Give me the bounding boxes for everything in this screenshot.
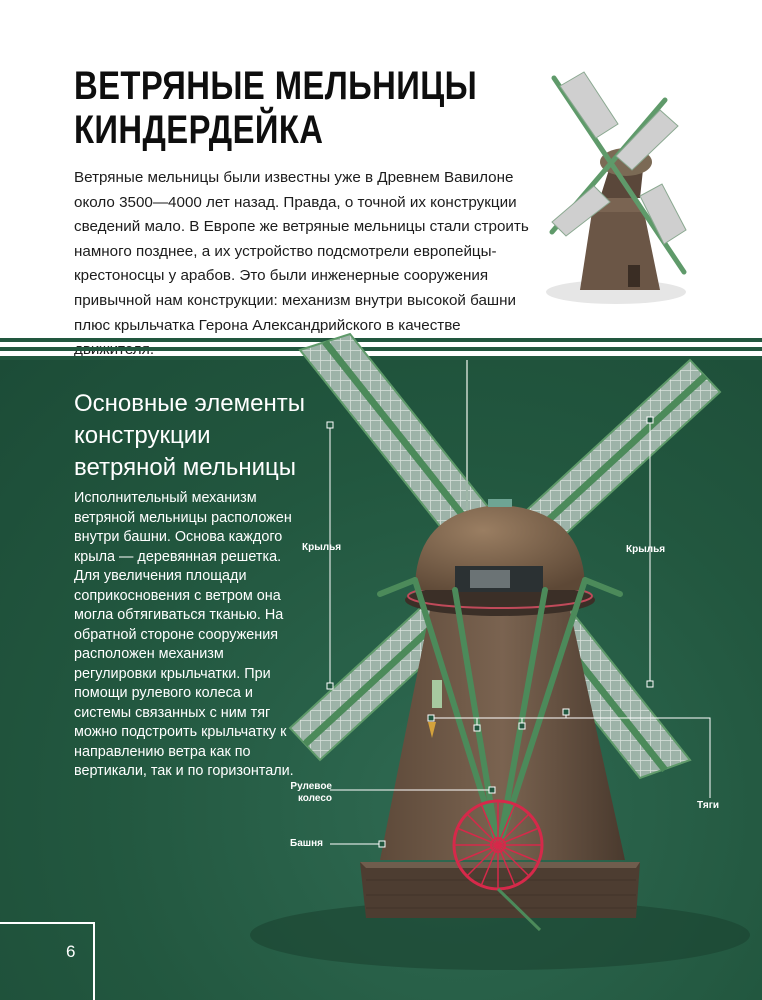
section-heading [74, 388, 305, 484]
title-line-1: ВЕТРЯНЫЕ МЕЛЬНИЦЫ [74, 64, 478, 108]
page-number-frame [0, 922, 95, 1000]
label-steering-wheel-line-2: колесо [297, 793, 332, 804]
section-heading-line-3: ветряной мельницы [74, 454, 296, 481]
title-line-2: КИНДЕРДЕЙКА [74, 108, 324, 152]
section-heading-line-1: Основные элементы [74, 390, 305, 417]
label-wings-left: Крылья [302, 542, 342, 553]
section-heading-line-2: конструкции [74, 422, 211, 449]
page-number: 6 [66, 942, 76, 961]
label-steering-wheel [282, 781, 332, 805]
section-description: Исполнительный механизм ветряной мельницы расположен внутри башни. Основа каждого крыла — деревянная решетка. Для увеличения площади соприкосновения с ветром она могла обтягиваться тканью. На обратной стороне сооружения расположен механизм регулировки крыльчатки. При помощи рулевого колеса и системы связанных с ним тяг можно подстроить крыльчатку к направлению ветра как по вертикали, так и по горизонтали. [74, 490, 294, 779]
label-wings-right: Крылья [626, 544, 666, 555]
intro-paragraph: Ветряные мельницы были известны уже в Древнем Вавилоне около 3500—4000 лет назад. Правда, о точной их конструкции сведений мало. В Европе же ветряные мельницы стали строить намного позднее, а их устройство подсмотрели европейцы-крестоносцы у арабов. Это были инженерные сооружения привычной нам конструкции: механизм внутри высокой башни плюс крыльчатка Герона Александрийского в качестве [74, 169, 529, 334]
label-rods: Тяги [697, 800, 720, 811]
label-steering-wheel-line-1: Рулевое [290, 781, 332, 792]
label-tower: Башня [290, 838, 323, 849]
